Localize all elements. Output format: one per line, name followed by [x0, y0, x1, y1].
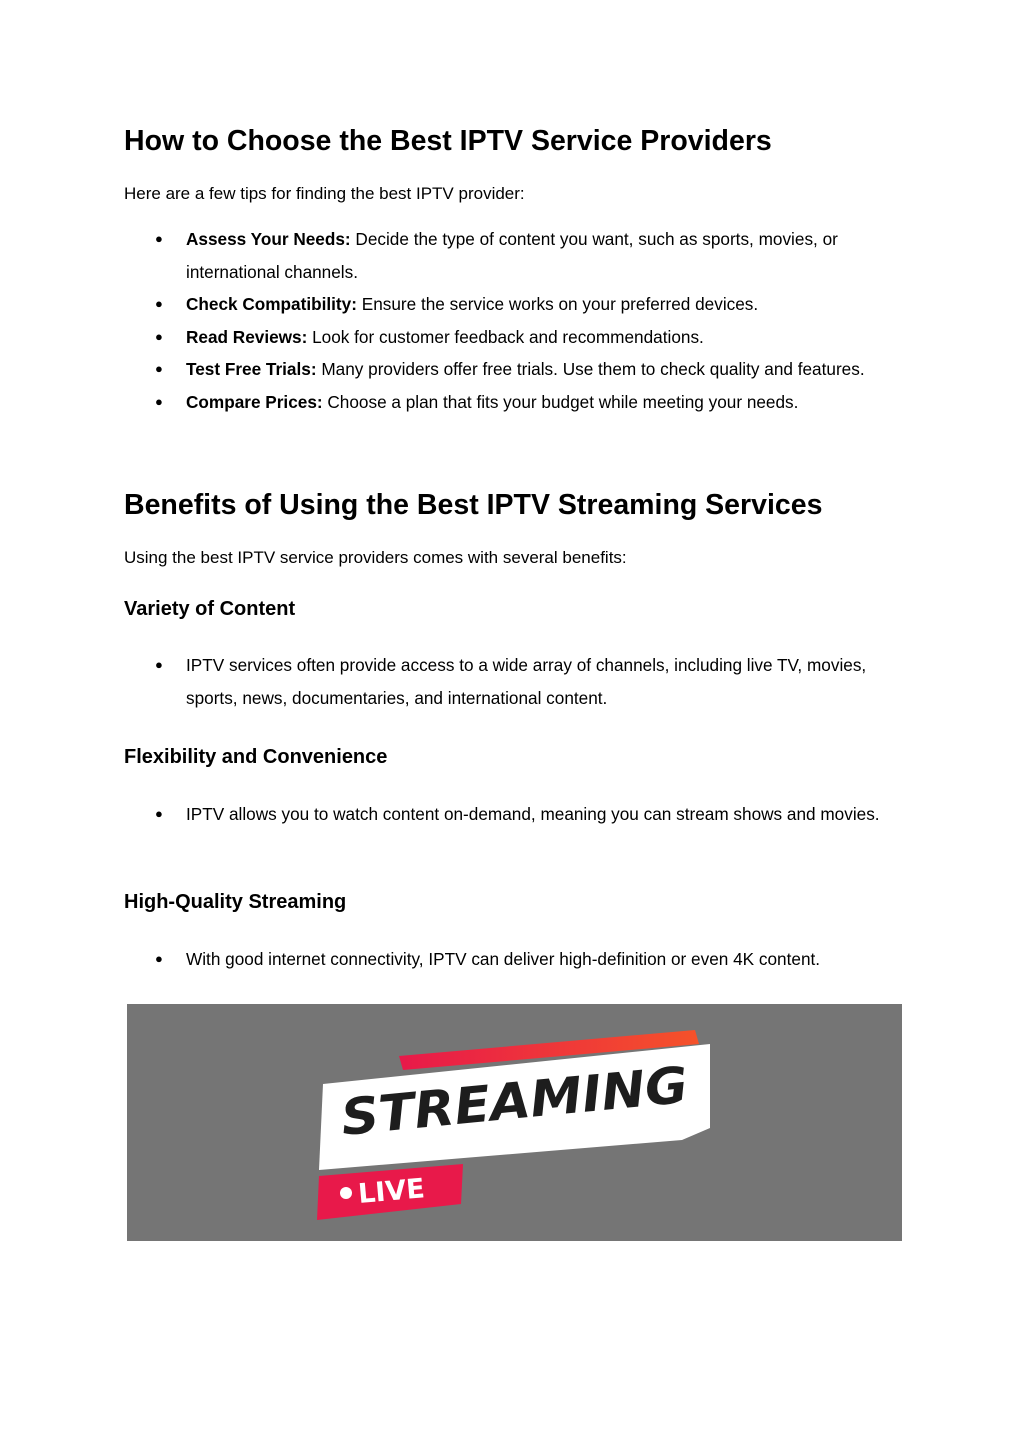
bullet-icon: ●	[155, 657, 163, 672]
bullet-icon: ●	[155, 296, 163, 312]
list-item-text: Choose a plan that fits your budget while meeting your needs.	[322, 391, 799, 412]
section-intro-choose: Here are a few tips for finding the best IPTV provider:	[124, 184, 525, 203]
list-item	[124, 321, 894, 354]
bullet-icon: ●	[155, 231, 163, 246]
list-item	[124, 798, 894, 831]
variety-list	[124, 649, 894, 714]
list-item-text: With good internet connectivity, IPTV can deliver high-definition or even 4K content.	[186, 949, 821, 969]
list-item-text: IPTV allows you to watch content on-demand, meaning you can stream shows and movies.	[186, 804, 880, 824]
subheading-flexibility: Flexibility and Convenience	[124, 746, 388, 768]
subheading-quality: High-Quality Streaming	[124, 891, 347, 913]
live-dot-icon	[340, 1187, 352, 1199]
list-item	[124, 386, 894, 419]
bullet-icon: ●	[155, 951, 163, 966]
list-item-label: Check Compatibility:	[186, 294, 357, 315]
flexibility-list	[124, 798, 894, 831]
section-intro-benefits: Using the best IPTV service providers comes with several benefits:	[124, 548, 627, 567]
bullet-icon: ●	[155, 806, 163, 821]
list-item	[124, 649, 894, 714]
list-item-label: Assess Your Needs:	[186, 229, 351, 249]
list-item-text: Look for customer feedback and recommendations.	[307, 326, 704, 347]
list-item-label: Read Reviews:	[186, 326, 308, 347]
tips-list	[124, 223, 894, 419]
bullet-icon: ●	[155, 393, 163, 409]
live-text: LIVE	[356, 1173, 426, 1210]
list-item-text: Many providers offer free trials. Use them to check quality and features.	[316, 359, 865, 380]
list-item	[124, 943, 894, 976]
quality-list	[124, 943, 894, 976]
section-heading-choose: How to Choose the Best IPTV Service Providers	[124, 125, 772, 157]
list-item-label: Compare Prices:	[186, 391, 323, 412]
subheading-variety: Variety of Content	[124, 598, 296, 620]
streaming-live-image	[127, 1004, 902, 1241]
list-item	[124, 288, 894, 321]
list-item-text: IPTV services often provide access to a wide array of channels, including live TV, movies, sports, news, documentaries, and international content.	[186, 655, 867, 708]
bullet-icon: ●	[155, 328, 163, 344]
streaming-text: STREAMING	[338, 1057, 676, 1147]
list-item-text: Ensure the service works on your preferred devices.	[356, 294, 759, 315]
streaming-live-graphic	[127, 1004, 902, 1241]
list-item	[124, 353, 894, 386]
list-item-text: Decide the type of content you want, such as sports, movies, or international channels.	[186, 229, 838, 282]
bullet-icon: ●	[155, 361, 163, 377]
section-heading-benefits: Benefits of Using the Best IPTV Streaming Services	[124, 489, 823, 521]
list-item	[124, 223, 894, 288]
list-item-label: Test Free Trials:	[186, 359, 317, 380]
